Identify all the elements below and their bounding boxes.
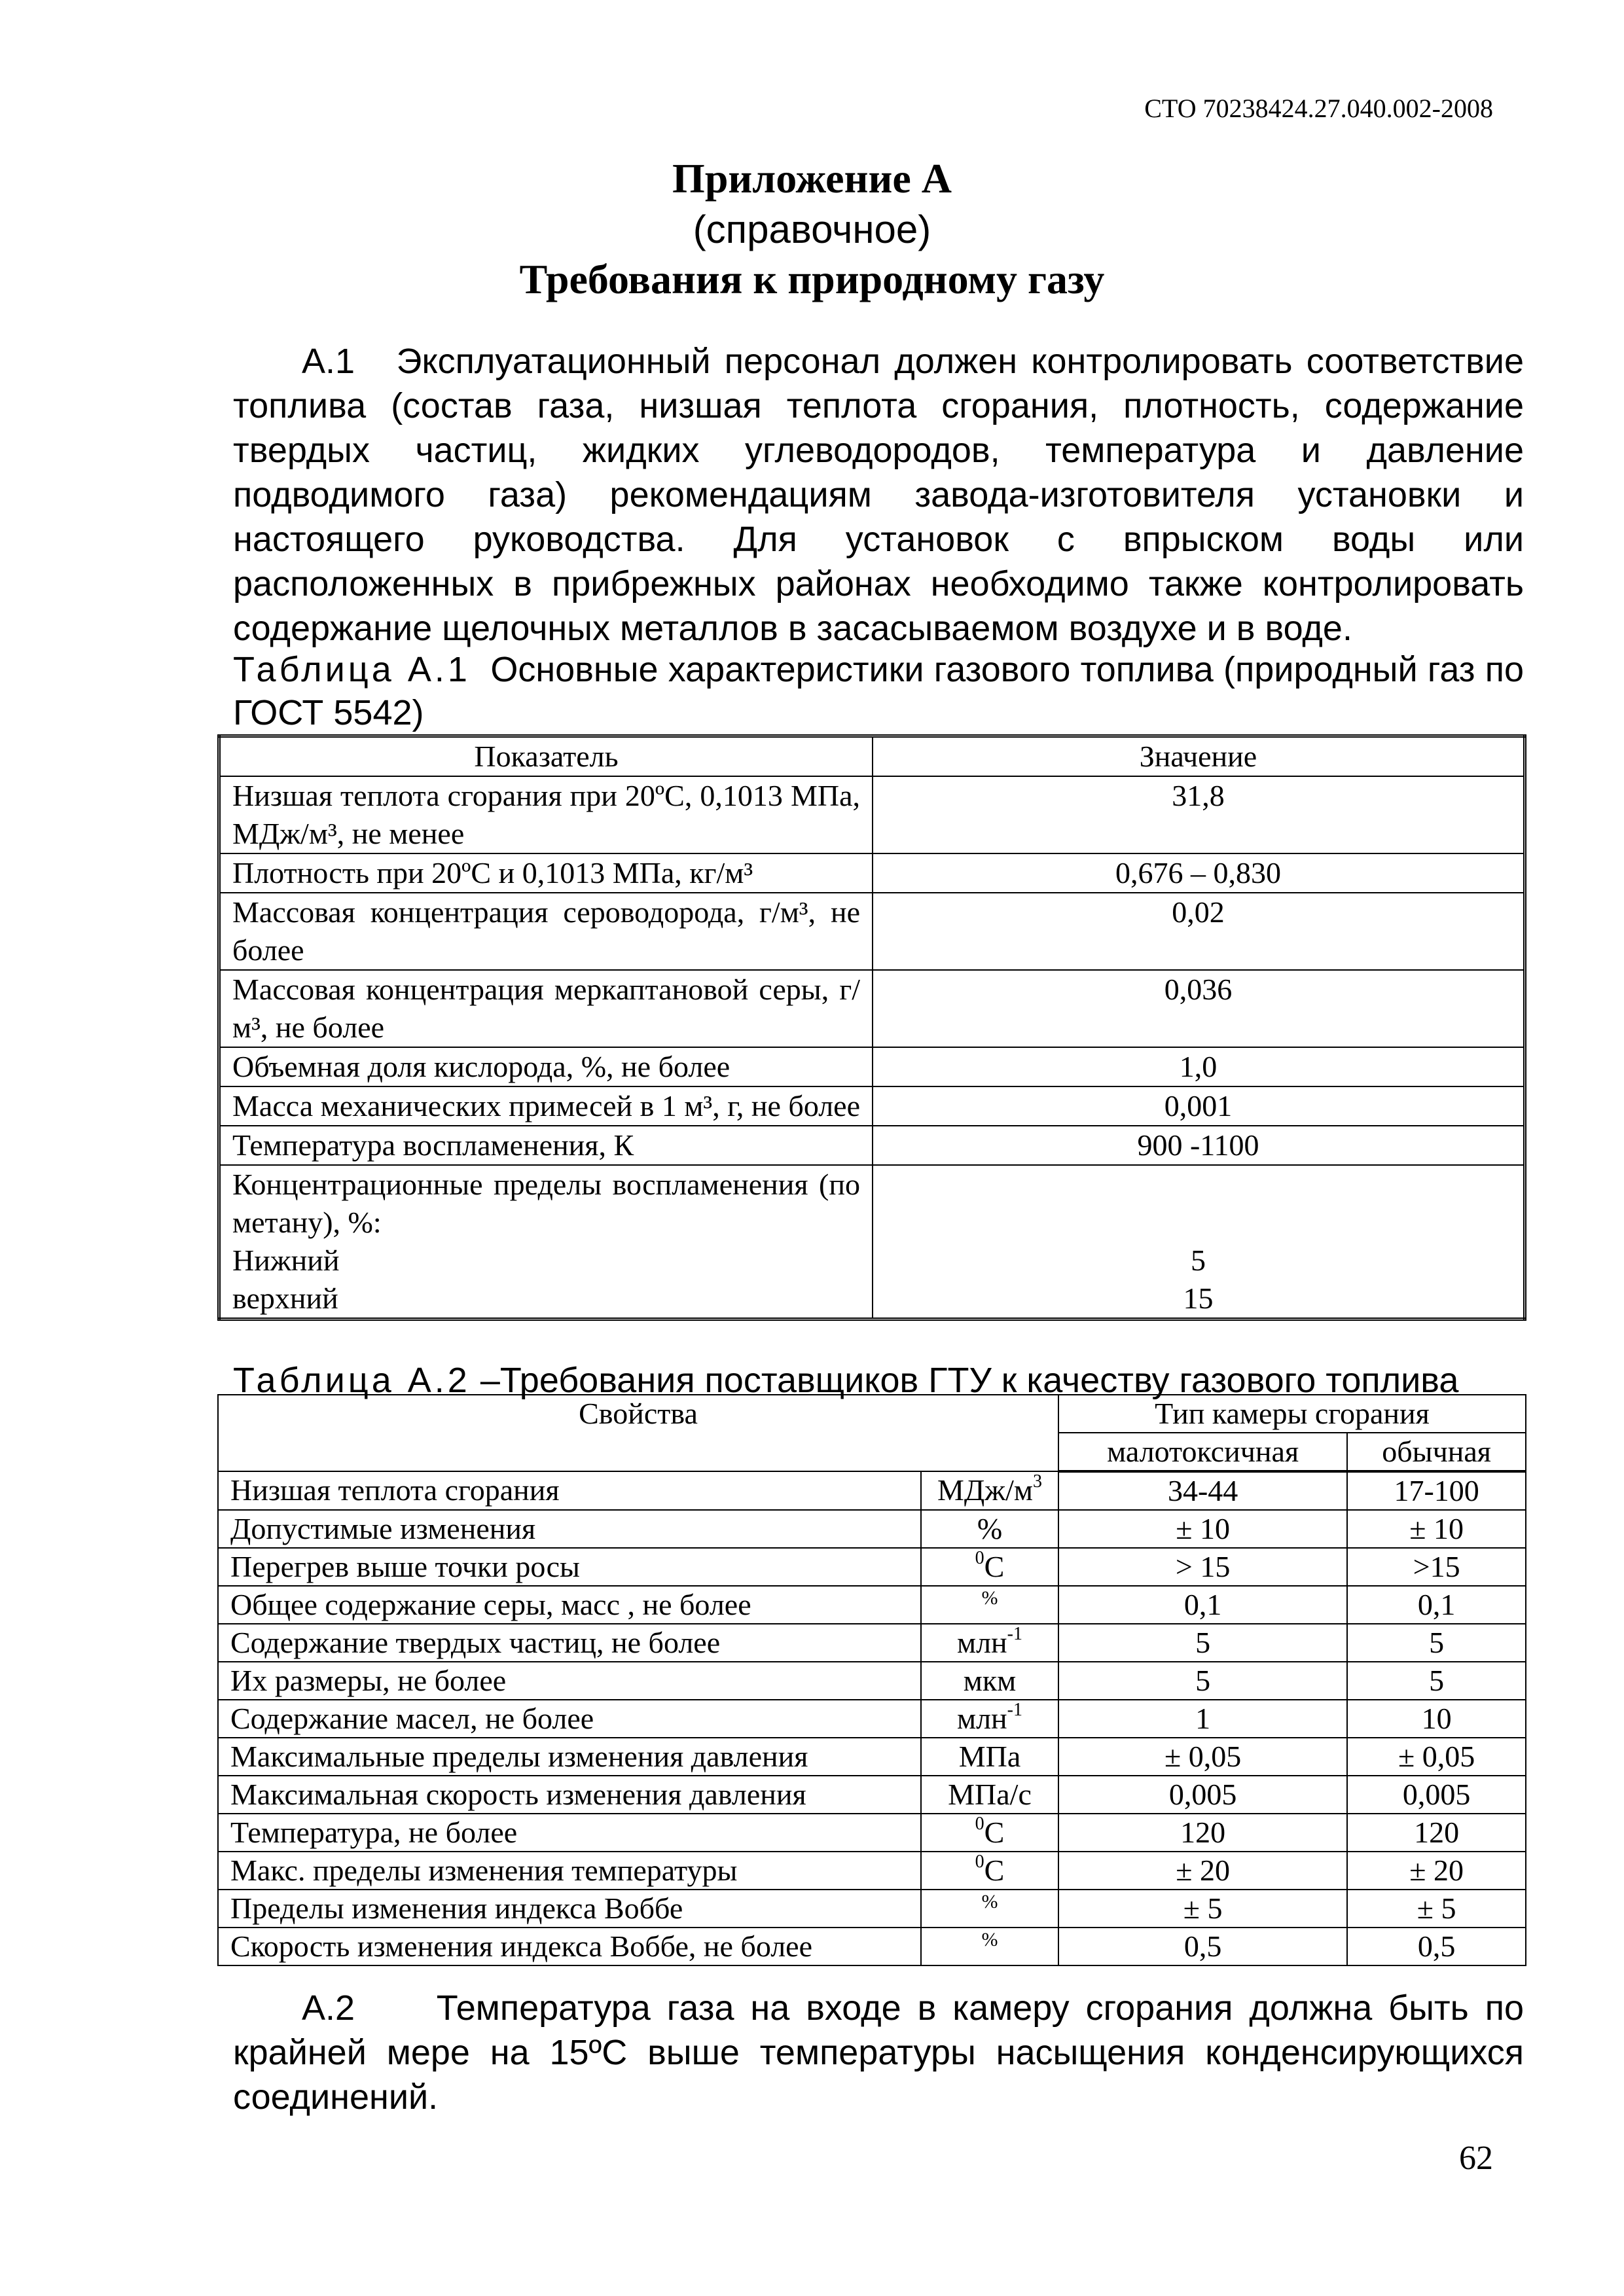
table-cell-value: 0,676 – 0,830 [873, 853, 1525, 893]
table-cell-unit: млн$^{-1}$ [921, 1624, 1058, 1662]
caption-label: Таблица А.1 [233, 650, 471, 689]
column-header-properties: Свойства [218, 1395, 1058, 1471]
table-cell-property: Температура, не более [218, 1814, 921, 1852]
table-cell-ordinary: ± 20 [1347, 1852, 1526, 1890]
paragraph-text: Эксплуатационный персонал должен контролировать соответствие топлива (состав газа, низшая теплота сгорания, плотность, содержание твердых частиц, жидких углеводородов, температура и давление подводимого газа) рекомендациям завода-изготовителя установки и настоящего руководства. Для установок с впрыском воды или расположенных в прибрежных районах необходимо также контролировать содержание щелочных металлов в засасываемом воздухе и в воде. [233, 342, 1524, 648]
table-cell-ordinary: 17-100 [1347, 1471, 1526, 1510]
table-cell-value [873, 1165, 1525, 1319]
table-row [219, 1165, 1525, 1319]
table-cell-unit: МПа [921, 1738, 1058, 1776]
table-cell-low-toxic: 0,1 [1058, 1586, 1347, 1624]
table-cell-property: Перегрев выше точки росы [218, 1548, 921, 1586]
table-row [218, 1890, 1526, 1928]
column-header: Показатель [219, 736, 873, 777]
table-header-row [218, 1395, 1526, 1433]
table-row [218, 1738, 1526, 1776]
table-row [219, 970, 1525, 1047]
table-cell-ordinary: ± 10 [1347, 1510, 1526, 1548]
table-cell-property: Пределы изменения индекса Воббе [218, 1890, 921, 1928]
table-cell-ordinary: ± 0,05 [1347, 1738, 1526, 1776]
table-cell-unit: $^0$С [921, 1852, 1058, 1890]
table-cell-value: 0,02 [873, 893, 1525, 970]
column-header-low-toxic: малотоксичная [1058, 1433, 1347, 1471]
table-row [218, 1624, 1526, 1662]
appendix-heading: Требования к природному газу [519, 256, 1105, 302]
table-row [218, 1662, 1526, 1700]
document-code: СТО 70238424.27.040.002-2008 [1144, 94, 1493, 123]
table-cell-value: 0,001 [873, 1086, 1525, 1126]
paragraph-a2 [233, 1986, 1524, 2119]
table-row [218, 1852, 1526, 1890]
table-cell-low-toxic: 120 [1058, 1814, 1347, 1852]
table-cell-low-toxic: ± 5 [1058, 1890, 1347, 1928]
table-row [219, 776, 1525, 853]
table-row [218, 1510, 1526, 1548]
table-cell-ordinary: 0,5 [1347, 1928, 1526, 1965]
table-a1-body [219, 776, 1525, 1165]
flammability-upper-label: верхний [232, 1282, 338, 1315]
table-cell-low-toxic: 1 [1058, 1700, 1347, 1738]
table-cell-unit: % [921, 1928, 1058, 1965]
table-row [218, 1700, 1526, 1738]
table-cell-value: 0,036 [873, 970, 1525, 1047]
page-number: 62 [1459, 2140, 1493, 2177]
table-cell-property: Общее содержание серы, масс , не более [218, 1586, 921, 1624]
table-cell-ordinary: >15 [1347, 1548, 1526, 1586]
table-cell-ordinary: 120 [1347, 1814, 1526, 1852]
table-cell-label: Массовая концентрация сероводорода, г/м³, не более [219, 893, 873, 970]
table-cell-property: Максимальная скорость изменения давления [218, 1776, 921, 1814]
flammability-upper-value: 15 [1183, 1282, 1214, 1315]
table-cell-low-toxic: ± 20 [1058, 1852, 1347, 1890]
table-cell-ordinary: 10 [1347, 1700, 1526, 1738]
table-row [219, 1126, 1525, 1165]
flammability-label: Концентрационные пределы воспламенения (по метану), %: [232, 1168, 860, 1239]
table-a2 [217, 1394, 1526, 1966]
table-cell-label: Объемная доля кислорода, %, не более [219, 1047, 873, 1086]
appendix-subtitle: (справочное) [693, 207, 931, 251]
table-cell-unit: % [921, 1510, 1058, 1548]
paragraph-number: А.1 [302, 342, 355, 381]
table-cell-unit: $^0$С [921, 1814, 1058, 1852]
table-row [218, 1548, 1526, 1586]
table-cell-label: Температура воспламенения, К [219, 1126, 873, 1165]
table-cell-value: 31,8 [873, 776, 1525, 853]
table-cell-label: Низшая теплота сгорания при 20ºС, 0,1013 МПа, МДж/м³, не менее [219, 776, 873, 853]
table-cell-property: Допустимые изменения [218, 1510, 921, 1548]
table-cell-unit: МПа/с [921, 1776, 1058, 1814]
table-cell-property: Их размеры, не более [218, 1662, 921, 1700]
table-header-row [219, 736, 1525, 777]
table-cell-low-toxic: 5 [1058, 1662, 1347, 1700]
table-row [218, 1814, 1526, 1852]
flammability-lower-label: Нижний [232, 1244, 340, 1277]
caption-text: Основные характеристики газового топлива (природный газ по ГОСТ 5542) [233, 650, 1524, 732]
table-cell-label: Масса механических примесей в 1 м³, г, не более [219, 1086, 873, 1126]
table-cell-low-toxic: > 15 [1058, 1548, 1347, 1586]
table-cell-property: Максимальные пределы изменения давления [218, 1738, 921, 1776]
paragraph-a1 [233, 339, 1524, 651]
table-cell-low-toxic: ± 10 [1058, 1510, 1347, 1548]
flammability-lower-value: 5 [1191, 1244, 1206, 1277]
table-cell-low-toxic: 34-44 [1058, 1471, 1347, 1510]
table-cell-low-toxic: 0,5 [1058, 1928, 1347, 1965]
table-row [218, 1586, 1526, 1624]
table-cell-unit: МДж/$м^3$ [921, 1471, 1058, 1510]
table-cell-ordinary: 0,1 [1347, 1586, 1526, 1624]
table-cell-label: Плотность при 20ºС и 0,1013 МПа, кг/м³ [219, 853, 873, 893]
table-cell-property: Макс. пределы изменения температуры [218, 1852, 921, 1890]
table-row [219, 893, 1525, 970]
column-header: Значение [873, 736, 1525, 777]
table-cell-property: Содержание масел, не более [218, 1700, 921, 1738]
table-cell-low-toxic: ± 0,05 [1058, 1738, 1347, 1776]
paragraph-number: А.2 [302, 1988, 355, 2028]
caption-label: Таблица А.2 [233, 1361, 471, 1400]
table-cell-ordinary: 5 [1347, 1624, 1526, 1662]
table-cell-property: Скорость изменения индекса Воббе, не более [218, 1928, 921, 1965]
table-cell-unit: % [921, 1586, 1058, 1624]
table-cell-value: 900 -1100 [873, 1126, 1525, 1165]
table-cell-unit: $^0$С [921, 1548, 1058, 1586]
caption-text: –Требования поставщиков ГТУ к качеству газового топлива [480, 1361, 1459, 1400]
appendix-title: Приложение А [672, 155, 952, 202]
table-cell-low-toxic: 0,005 [1058, 1776, 1347, 1814]
table-row [219, 853, 1525, 893]
table-cell-label: Массовая концентрация меркаптановой серы, г/м³, не более [219, 970, 873, 1047]
table-cell-ordinary: 0,005 [1347, 1776, 1526, 1814]
table-row [219, 1086, 1525, 1126]
table-cell-low-toxic: 5 [1058, 1624, 1347, 1662]
table-cell-ordinary: ± 5 [1347, 1890, 1526, 1928]
paragraph-text: Температура газа на входе в камеру сгорания должна быть по крайней мере на 15ºС выше температуры насыщения конденсирующихся соединений. [233, 1988, 1524, 2117]
column-header-chamber: Тип камеры сгорания [1058, 1395, 1526, 1433]
table-cell-property: Содержание твердых частиц, не более [218, 1624, 921, 1662]
table-row [218, 1471, 1526, 1510]
table-cell-property: Низшая теплота сгорания [218, 1471, 921, 1510]
table-row [218, 1928, 1526, 1965]
column-header-ordinary: обычная [1347, 1433, 1526, 1471]
table-cell-label [219, 1165, 873, 1319]
table-cell-unit: млн$^{-1}$ [921, 1700, 1058, 1738]
table-a1 [217, 734, 1526, 1321]
table-cell-unit: мкм [921, 1662, 1058, 1700]
table-row [219, 1047, 1525, 1086]
table-cell-ordinary: 5 [1347, 1662, 1526, 1700]
table-a2-body [218, 1471, 1526, 1965]
table-a1-caption [233, 648, 1524, 734]
table-cell-unit: % [921, 1890, 1058, 1928]
table-cell-value: 1,0 [873, 1047, 1525, 1086]
table-row [218, 1776, 1526, 1814]
